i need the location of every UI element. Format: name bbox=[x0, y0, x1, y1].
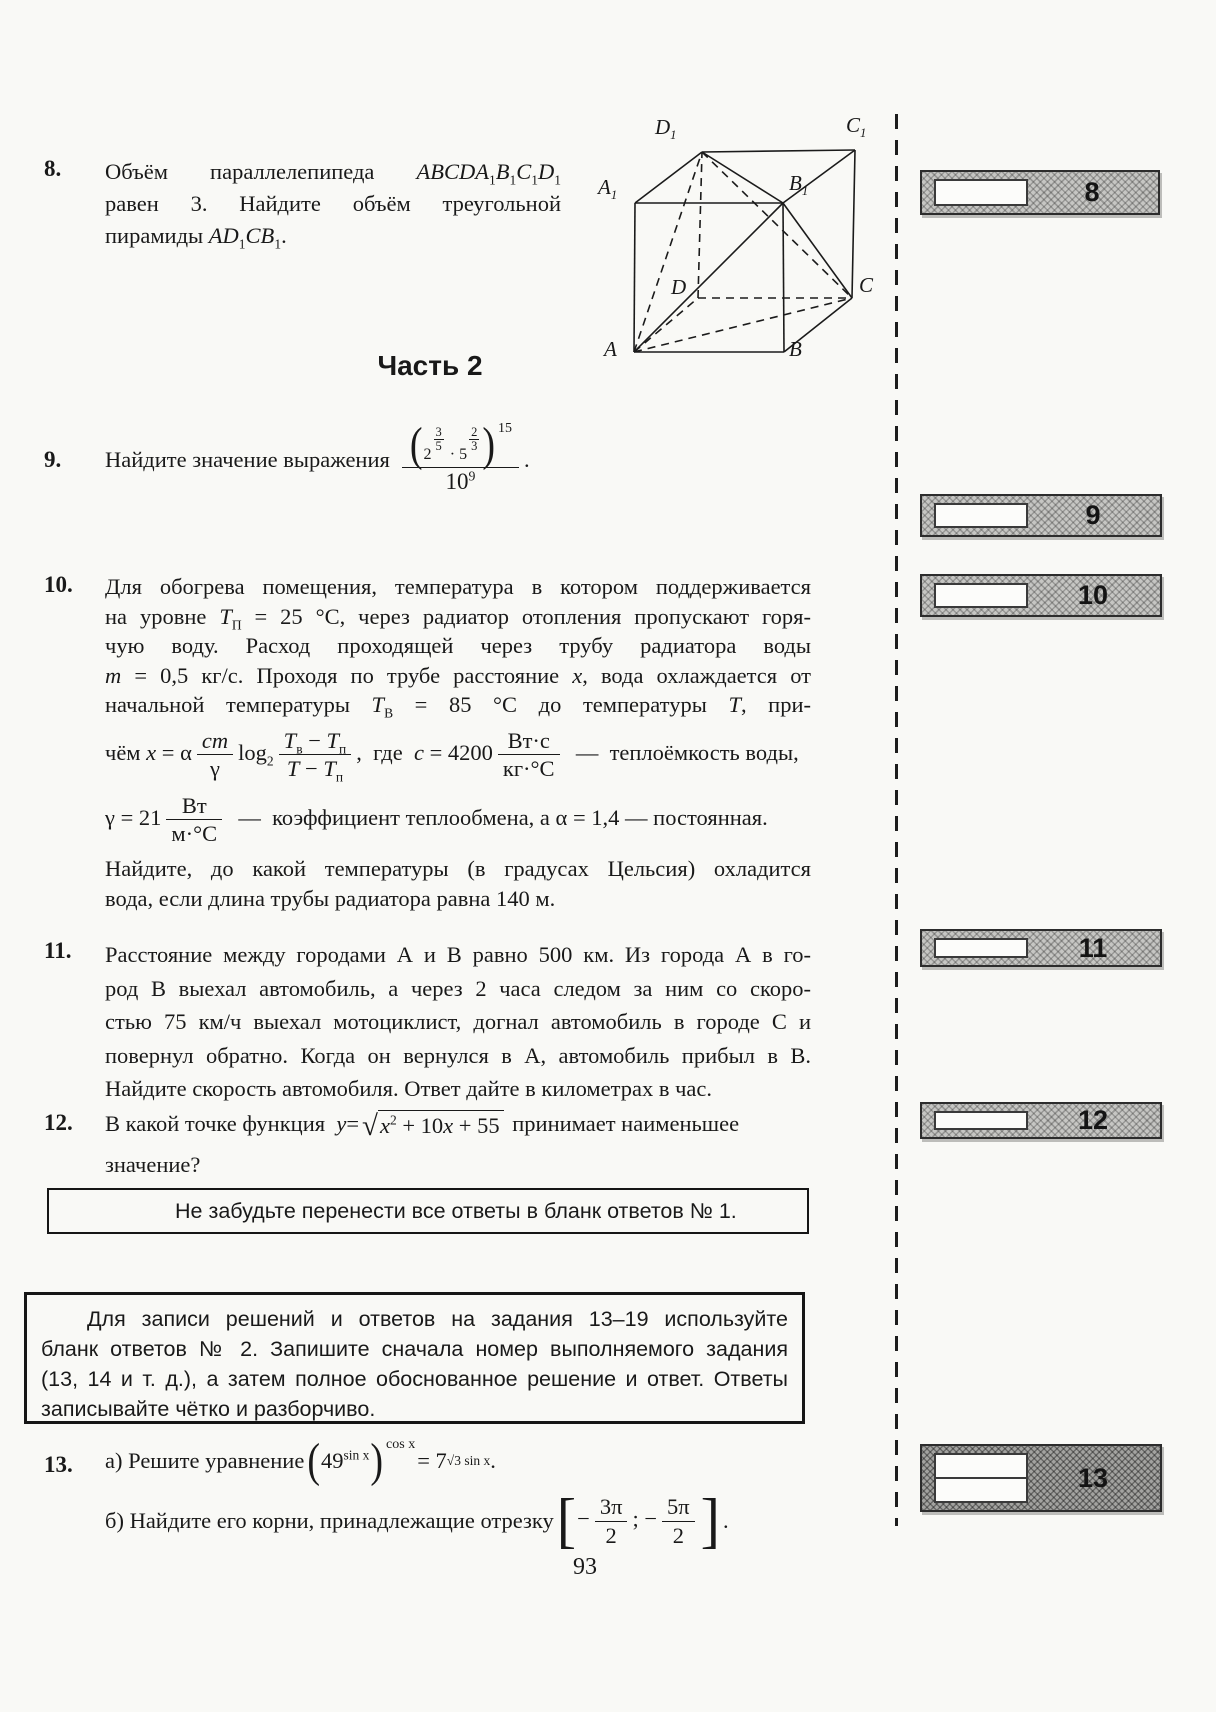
math-token: y bbox=[336, 1111, 347, 1136]
problem-9-lead: Найдите значение выражения bbox=[105, 447, 390, 473]
math-token bbox=[595, 1494, 628, 1547]
answer-slot-9 bbox=[934, 503, 1028, 528]
math-token bbox=[469, 426, 479, 453]
math-token: T bbox=[323, 755, 336, 781]
math-token: sin x bbox=[343, 1447, 370, 1463]
math-token: T bbox=[371, 692, 385, 717]
math-token: C bbox=[516, 159, 532, 184]
instructions-line-2: бланк ответов № 2. Запишите сначала номер выполняемого задания bbox=[41, 1337, 788, 1361]
math-token: [ − $\frac{3\pi}{2}$ ; − $\frac{5\pi}{2}$ ] bbox=[556, 1486, 720, 1555]
math-token: кг·°С bbox=[502, 755, 555, 781]
math-token: A bbox=[604, 337, 617, 361]
problem-12-line-1: В какой точке функция y = √ $x^2 + 10x + 55$ принимает наименьшее bbox=[105, 1109, 740, 1142]
problem-8-line-2: равен 3. Найдите объём треугольной bbox=[105, 191, 561, 216]
problem-10-number: 10. bbox=[44, 572, 73, 597]
problem-12-line-2: значение? bbox=[105, 1152, 201, 1177]
edge-D1-C bbox=[702, 152, 852, 298]
math-token: 1 bbox=[860, 126, 867, 141]
answer-slip-10-label: 10 bbox=[1077, 580, 1109, 610]
parallelepiped-svg bbox=[545, 103, 890, 365]
math-token: 1 bbox=[801, 184, 809, 199]
math-token: m bbox=[105, 662, 122, 688]
math-token: 1 bbox=[488, 172, 496, 188]
answer-slip-13 bbox=[920, 1444, 1162, 1512]
problem-10-line-9: вода, если длина трубы радиатора равна 140 м. bbox=[105, 885, 556, 911]
math-token: A bbox=[598, 175, 611, 199]
math-token: 1 bbox=[238, 236, 246, 252]
vertex-label-C1 bbox=[846, 113, 867, 141]
vertex-label-B1 bbox=[789, 171, 809, 199]
problem-11-line-5: Найдите скорость автомобиля. Ответ дайте в километрах в час. bbox=[105, 1076, 713, 1101]
math-token bbox=[498, 728, 560, 781]
edge-C-C1 bbox=[852, 150, 855, 298]
math-token: T bbox=[326, 727, 340, 753]
instructions-box bbox=[24, 1292, 805, 1424]
vertex-label-B bbox=[789, 337, 802, 362]
math-token bbox=[166, 793, 222, 846]
math-token: γ bbox=[210, 755, 220, 781]
math-token: $49^{sin x}$ bbox=[320, 1447, 370, 1473]
edge-A1-D1 bbox=[635, 152, 702, 203]
reminder-box bbox=[47, 1188, 809, 1234]
math-token: C bbox=[846, 113, 861, 137]
formula-9-denominator: $10^9$ bbox=[445, 467, 476, 494]
answer-slip-12 bbox=[920, 1102, 1162, 1139]
math-token: $T - T_п$ bbox=[286, 755, 344, 785]
math-token: ( 2 $\frac{3}{5}$ · 5 $\frac{2}{3}$ ) 15 bbox=[409, 418, 513, 471]
math-token: $T_в - T_п$ bbox=[279, 728, 352, 755]
problem-8-text bbox=[105, 156, 561, 252]
problem-10-gamma-line: γ = 21 $\frac{Вт}{м\cdot^\circ С}$ — коэффициент теплообмена, а α = 1,4 — постоянная. bbox=[105, 792, 768, 847]
problem-10-line-3: чую воду. Расход проходящей через трубу радиатора воды bbox=[105, 633, 811, 658]
math-token: м·°С bbox=[171, 821, 218, 847]
problem-13-line-b: б) Найдите его корни, принадлежащие отрезку [ − $\frac{3\pi}{2}$ ; − $\frac{5\pi}{2}$ ] . bbox=[105, 1486, 729, 1555]
problem-9 bbox=[44, 406, 530, 514]
edge-A-D1 bbox=[634, 152, 702, 352]
problem-8-line-3: пирамиды $AD_1CB_1$. bbox=[105, 223, 287, 252]
problem-10-line-1: Для обогрева помещения, температура в котором поддерживается bbox=[105, 574, 811, 599]
math-token: 2 bbox=[266, 752, 274, 768]
math-token: П bbox=[231, 617, 242, 632]
math-token: x bbox=[146, 739, 157, 765]
math-token bbox=[197, 728, 233, 755]
problem-10-line-5: начальной температуры $T_В = 85$ °С до температуры T, при- bbox=[105, 692, 811, 721]
math-token: 1 bbox=[670, 128, 677, 143]
math-token bbox=[197, 728, 233, 781]
instructions-line-3: (13, 14 и т. д.), а затем полное обоснованное решение и ответ. Ответы bbox=[41, 1367, 788, 1391]
math-token: √ bbox=[362, 1109, 378, 1142]
reminder-text: Не забудьте перенести все ответы в бланк ответов № 1. bbox=[175, 1199, 737, 1223]
math-token: c bbox=[413, 739, 424, 765]
math-token: 5π bbox=[662, 1494, 695, 1521]
problem-9-formula bbox=[402, 418, 519, 495]
answer-slip-10 bbox=[920, 574, 1162, 617]
answer-slip-9-label: 9 bbox=[1085, 500, 1101, 530]
answer-slot-8 bbox=[934, 179, 1028, 206]
answer-slot-13-row-1 bbox=[934, 1453, 1028, 1478]
math-token: cm bbox=[201, 727, 229, 753]
problem-11-line-3: стью 75 км/ч выехал мотоциклист, догнал автомобиль в городе С и bbox=[105, 1009, 811, 1034]
math-token: 1 bbox=[274, 236, 282, 252]
math-token: 1 bbox=[554, 172, 561, 188]
edge-B-B1 bbox=[783, 203, 784, 352]
problem-8-number: 8. bbox=[44, 156, 62, 181]
math-token: 5 bbox=[435, 438, 442, 453]
parallelepiped-figure bbox=[545, 103, 890, 365]
problem-11-line-4: повернул обратно. Когда он вернулся в А, автомобиль прибыл в В. bbox=[105, 1042, 811, 1068]
math-token: T bbox=[286, 755, 300, 781]
edge-D1-C1 bbox=[702, 150, 855, 152]
problem-13-line-a: а) Решите уравнение ( $49^{sin x}$ ) cos x = 7 √3 sin x . bbox=[105, 1434, 496, 1488]
instructions-line-1: Для записи решений и ответов на задания 13–19 используйте bbox=[87, 1307, 788, 1331]
math-token: 2 bbox=[389, 1112, 397, 1127]
math-token: D bbox=[671, 275, 687, 299]
problem-10-line-4: m = 0,5 кг/с. Проходя по трубе расстояние x, вода охлаждается от bbox=[105, 662, 811, 688]
math-token: T bbox=[283, 727, 297, 753]
math-token: 2 bbox=[605, 1522, 617, 1548]
math-token: 9 bbox=[468, 467, 476, 483]
math-token: x bbox=[443, 1112, 454, 1138]
answer-slot-10 bbox=[934, 583, 1028, 608]
answer-slot-12 bbox=[934, 1111, 1028, 1130]
problem-11-number: 11. bbox=[44, 938, 72, 963]
math-token bbox=[279, 727, 352, 785]
vertex-label-A1 bbox=[598, 175, 618, 203]
problem-10-text bbox=[105, 572, 811, 913]
math-token: ABCDA bbox=[416, 159, 489, 184]
math-token bbox=[434, 426, 444, 453]
problem-9-number: 9. bbox=[44, 447, 62, 472]
answer-slot-13-row-2 bbox=[934, 1477, 1028, 1503]
edge-D-D1 bbox=[698, 152, 702, 298]
edge-A-B1 bbox=[634, 203, 783, 352]
answer-slip-9 bbox=[920, 494, 1162, 537]
vertex-label-D bbox=[671, 275, 686, 300]
math-token: п bbox=[339, 741, 347, 756]
answer-slot-11 bbox=[934, 938, 1028, 958]
problem-11-text bbox=[105, 938, 811, 1106]
vertex-label-D1 bbox=[655, 115, 677, 143]
formula-9-numerator bbox=[402, 418, 519, 471]
problem-10-line-8: Найдите, до какой температуры (в градусах Цельсия) охладится bbox=[105, 856, 811, 882]
math-token: 1 bbox=[531, 172, 538, 188]
math-token bbox=[362, 1109, 504, 1142]
answer-slot-13 bbox=[934, 1453, 1028, 1503]
math-token: B bbox=[495, 159, 510, 184]
vertex-label-C bbox=[859, 273, 873, 298]
math-token: Вт·с bbox=[498, 728, 560, 755]
problem-10-formula-line: чём x = α $\frac{cm}{\gamma}$ $\log_2$ $\frac{T_в - T_п}{T - T_п}$ , где c = 4200 $\frac{Вт\cdot с}{кг\cdot^\circ С}$ — теплоёмкость воды, bbox=[105, 727, 799, 785]
problem-13-number: 13. bbox=[44, 1452, 73, 1477]
answer-slip-11 bbox=[920, 929, 1162, 967]
math-token bbox=[662, 1494, 695, 1547]
math-token: B bbox=[789, 171, 802, 195]
math-token: CB bbox=[245, 223, 275, 248]
margin-dashed-separator bbox=[895, 114, 898, 1526]
math-token: B bbox=[789, 337, 802, 361]
math-token: 3π bbox=[595, 1494, 628, 1521]
problem-11-line-1: Расстояние между городами А и В равно 500 км. Из города А в го- bbox=[105, 942, 811, 967]
math-token: AD bbox=[208, 223, 239, 248]
problem-11-line-2: род В выехал автомобиль, а через 2 часа следом за ним со скоро- bbox=[105, 975, 811, 1001]
edge-B1-C bbox=[783, 203, 852, 298]
math-token: − $\frac{3\pi}{2}$ ; − $\frac{5\pi}{2}$ bbox=[577, 1494, 700, 1547]
answer-slip-11-label: 11 bbox=[1078, 932, 1108, 963]
part-2-heading: Часть 2 bbox=[377, 350, 483, 381]
problem-8-line-1: Объём параллелепипеда $ABCDA_1B_1C_1D_1$ bbox=[105, 159, 561, 188]
math-token: x bbox=[379, 1112, 390, 1138]
answer-slip-8 bbox=[920, 170, 1160, 215]
math-token: x bbox=[572, 662, 583, 688]
math-token: 1 bbox=[509, 172, 517, 188]
math-token: 1 bbox=[610, 188, 618, 203]
math-token: 2 $\frac{3}{5}$ · 5 $\frac{2}{3}$ bbox=[423, 424, 478, 463]
math-token: C bbox=[859, 273, 874, 297]
problem-12-number: 12. bbox=[44, 1110, 73, 1135]
math-token: T bbox=[728, 692, 741, 717]
edge-A-A1 bbox=[634, 203, 635, 352]
problem-12-text bbox=[105, 1102, 811, 1180]
answer-slip-8-label: 8 bbox=[1084, 177, 1100, 207]
problem-10-line-2: на уровне $T_П = 25$ °С, через радиатор отопления пропускают горя- bbox=[105, 603, 811, 632]
math-token: D bbox=[655, 115, 671, 139]
edge-D1-B1 bbox=[702, 152, 783, 203]
math-token: 2 bbox=[672, 1522, 684, 1548]
math-token: В bbox=[384, 705, 394, 721]
problem-9-tail: . bbox=[524, 447, 530, 473]
instructions-line-4: записывайте чётко и разборчиво. bbox=[41, 1397, 376, 1421]
math-token: ( $49^{sin x}$ ) cos x bbox=[307, 1434, 416, 1488]
answer-slip-12-label: 12 bbox=[1077, 1105, 1109, 1135]
math-token: D bbox=[538, 159, 555, 184]
math-token: 2 bbox=[471, 424, 478, 439]
math-token: в bbox=[296, 741, 303, 756]
math-token: 3 bbox=[435, 424, 442, 439]
math-token: $x^2 + 10x + 55$ bbox=[378, 1110, 504, 1139]
math-token: Вт bbox=[166, 793, 222, 820]
math-token: 3 bbox=[471, 438, 478, 453]
answer-slip-13-label: 13 bbox=[1077, 1462, 1109, 1493]
math-token: T bbox=[219, 603, 232, 629]
page-number: 93 bbox=[573, 1554, 597, 1580]
math-token: п bbox=[335, 769, 344, 785]
